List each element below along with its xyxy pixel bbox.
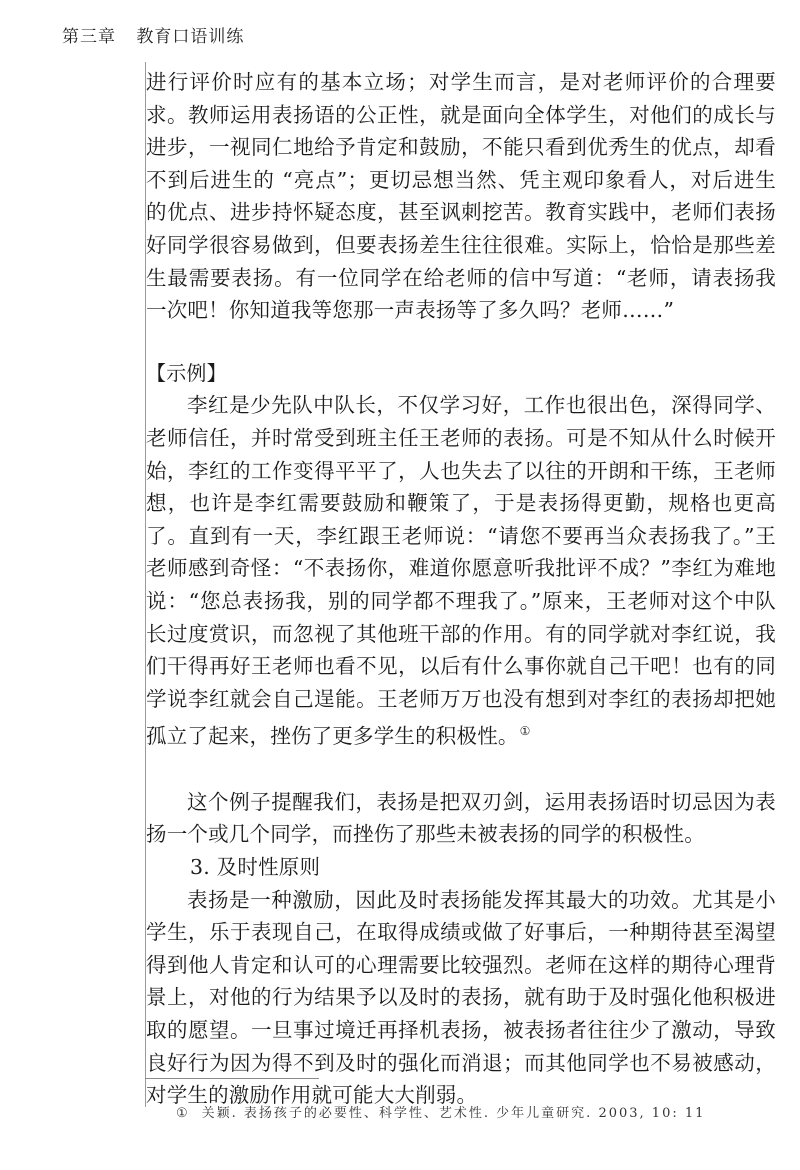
- text-line: 李红是少先队中队长，不仅学习好，工作也很出色，深得同学、: [187, 393, 776, 418]
- text-line: 们干得再好王老师也看不见，以后有什么事你就自己干吧！也有的同: [146, 654, 776, 679]
- text-line: 不到后进生的 “亮点”；更切忌想当然、凭主观印象看人，对后进生: [146, 167, 776, 192]
- text-line: 了。直到有一天，李红跟王老师说：“请您不要再当众表扬我了。”王: [146, 523, 776, 548]
- text-line: 长过度赏识，而忽视了其他班干部的作用。有的同学就对李红说，我: [146, 621, 776, 646]
- text-line: 表扬是一种激励，因此及时表扬能发挥其最大的功效。尤其是小: [187, 887, 776, 912]
- text-line: 老师感到奇怪：“不表扬你，难道你愿意听我批评不成？”李红为难地: [146, 556, 776, 581]
- text-line: 景上，对他的行为结果予以及时的表扬，就有助于及时强化他积极进: [146, 985, 776, 1010]
- footnote-number: ①: [176, 1106, 190, 1121]
- text-line: 的优点、进步持怀疑态度，甚至讽刺挖苦。教育实践中，老师们表扬: [146, 200, 776, 225]
- section-heading: 3. 及时性原则: [190, 855, 321, 880]
- chapter-title: 教育口语训练: [136, 27, 245, 47]
- text-line: 对学生的激励作用就可能大大削弱。: [146, 1083, 478, 1108]
- text-line: 始，李红的工作变得平平了，人也失去了以往的开朗和干练，王老师: [146, 458, 776, 483]
- body-text: [146, 66, 776, 1112]
- text-line: 好同学很容易做到，但要表扬差生往往很难。实际上，恰恰是那些差: [146, 232, 776, 257]
- text-line: 想，也许是李红需要鼓励和鞭策了，于是表扬得更勤，规格也更高: [146, 491, 776, 516]
- text-line: 得到他人肯定和认可的心理需要比较强烈。老师在这样的期待心理背: [146, 952, 776, 977]
- text-line: 取的愿望。一旦事过境迁再择机表扬，被表扬者往往少了激动，导致: [146, 1018, 776, 1043]
- text-line-with-footnote: [146, 715, 776, 748]
- text-line: 进行评价时应有的基本立场；对学生而言，是对老师评价的合理要: [146, 70, 776, 94]
- chapter-number: 第三章: [62, 27, 116, 47]
- text-line: 学说李红就会自己逞能。王老师万万也没有想到对李红的表扬却把她: [146, 686, 776, 711]
- example-label: 【示例】: [146, 360, 227, 385]
- text-line: 说：“您总表扬我，别的同学都不理我了。”原来，王老师对这个中队: [146, 588, 776, 613]
- text-line: 扬一个或几个同学，而挫伤了那些未被表扬的同学的积极性。: [146, 822, 705, 847]
- text-line: 一次吧！你知道我等您那一声表扬等了多久吗？老师……”: [146, 298, 675, 323]
- text-line: 生最需要表扬。有一位同学在给老师的信中写道：“老师，请表扬我: [146, 265, 776, 290]
- footnote-rule: [145, 1078, 319, 1079]
- text-line: 这个例子提醒我们，表扬是把双刃剑，运用表扬语时切忌因为表: [187, 789, 776, 814]
- text-line: 老师信任，并时常受到班主任王老师的表扬。可是不知从什么时候开: [146, 425, 776, 450]
- footnote: [176, 1102, 705, 1121]
- text-line: 求。教师运用表扬语的公正性，就是面向全体学生，对他们的成长与: [146, 102, 776, 127]
- running-head: [62, 22, 244, 47]
- footnote-reference: ①: [519, 724, 531, 739]
- text-line: 学生，乐于表现自己，在取得成绩或做了好事后，一种期待甚至渴望: [146, 920, 776, 945]
- footnote-text: 关颖. 表扬孩子的必要性、科学性、艺术性. 少年儿童研究. 2003, 10: 11: [201, 1106, 706, 1121]
- text-line: 孤立了起来，挫伤了更多学生的积极性。: [146, 724, 519, 749]
- text-line: 进步，一视同仁地给予肯定和鼓励，不能只看到优秀生的优点，却看: [146, 135, 776, 160]
- text-line: 良好行为因为得不到及时的强化而消退；而其他同学也不易被感动，: [146, 1050, 776, 1075]
